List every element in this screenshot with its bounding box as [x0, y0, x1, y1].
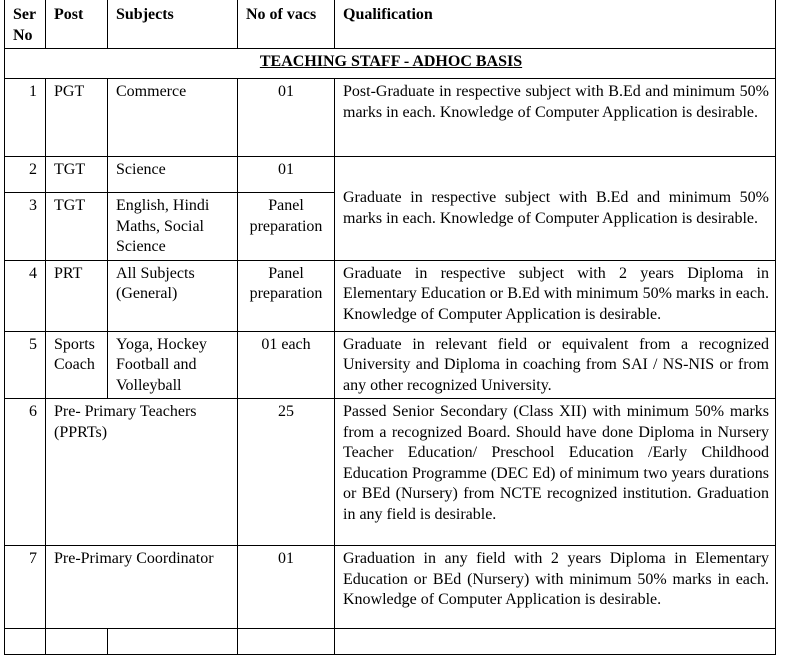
vacancy-table — [4, 0, 776, 655]
ser-no-cell: 5 — [5, 331, 46, 399]
vacs-cell: Panel preparation — [238, 193, 335, 261]
post-cell: PGT — [46, 79, 108, 157]
qualification-cell: Passed Senior Secondary (Class XII) with minimum 50% marks from a recognized Board. Should have done Diploma in Nursery Teacher Education/ Preschool Education /Early Childhood Education Programme (DEC Ed) of minimum two years durations or BEd (Nursery) from NCTE recognized institution. Graduation in any field is desirable. — [335, 399, 776, 546]
subjects-cell: Science — [108, 157, 238, 193]
section-row — [5, 49, 776, 79]
empty-cell — [5, 629, 46, 655]
section-title: TEACHING STAFF - ADHOC BASIS — [5, 49, 776, 79]
ser-no-cell: 3 — [5, 193, 46, 261]
vacs-cell: Panel preparation — [238, 260, 335, 331]
ser-no-cell: 4 — [5, 260, 46, 331]
post-cell: Pre-Primary Coordinator — [46, 546, 238, 629]
qualification-cell: Graduation in any field with 2 years Diploma in Elementary Education or BEd (Nursery) with minimum 50% marks in each. Knowledge of Computer Application is desirable. — [335, 546, 776, 629]
empty-cell — [335, 629, 776, 655]
post-cell: Pre- Primary Teachers (PPRTs) — [46, 399, 238, 546]
table-row — [5, 546, 776, 629]
subjects-cell: Yoga, Hockey Football and Volleyball — [108, 331, 238, 399]
vacs-cell: 25 — [238, 399, 335, 546]
vacs-cell: 01 — [238, 157, 335, 193]
header-no-of-vacs: No of vacs — [238, 0, 335, 49]
vacs-cell: 01 each — [238, 331, 335, 399]
subjects-cell: Commerce — [108, 79, 238, 157]
header-qualification: Qualification — [335, 0, 776, 49]
header-row — [5, 0, 776, 49]
ser-no-cell: 1 — [5, 79, 46, 157]
header-ser-no: Ser No — [5, 0, 46, 49]
qualification-cell: Graduate in relevant field or equivalent from a recognized University and Diploma in coaching from SAI / NS-NIS or from any other recognized University. — [335, 331, 776, 399]
header-post: Post — [46, 0, 108, 49]
table-row — [5, 260, 776, 331]
qualification-cell: Graduate in respective subject with 2 years Diploma in Elementary Education or B.Ed with minimum 50% marks in each. Knowledge of Computer Application is desirable. — [335, 260, 776, 331]
subjects-cell: All Subjects (General) — [108, 260, 238, 331]
empty-cell — [238, 629, 335, 655]
post-cell: TGT — [46, 157, 108, 193]
empty-cell — [108, 629, 238, 655]
subjects-cell: English, Hindi Maths, Social Science — [108, 193, 238, 261]
post-cell: PRT — [46, 260, 108, 331]
vacs-cell: 01 — [238, 546, 335, 629]
ser-no-cell: 6 — [5, 399, 46, 546]
header-subjects: Subjects — [108, 0, 238, 49]
post-cell: TGT — [46, 193, 108, 261]
ser-no-cell: 7 — [5, 546, 46, 629]
qualification-cell-shared: Graduate in respective subject with B.Ed and minimum 50% marks in each. Knowledge of Computer Application is desirable. — [335, 157, 776, 261]
table-row — [5, 331, 776, 399]
table-row — [5, 79, 776, 157]
post-cell: Sports Coach — [46, 331, 108, 399]
table-row — [5, 157, 776, 193]
ser-no-cell: 2 — [5, 157, 46, 193]
vacs-cell: 01 — [238, 79, 335, 157]
qualification-cell: Post-Graduate in respective subject with B.Ed and minimum 50% marks in each. Knowledge of Computer Application is desirable. — [335, 79, 776, 157]
table-row-partial — [5, 629, 776, 655]
table-row — [5, 399, 776, 546]
empty-cell — [46, 629, 108, 655]
